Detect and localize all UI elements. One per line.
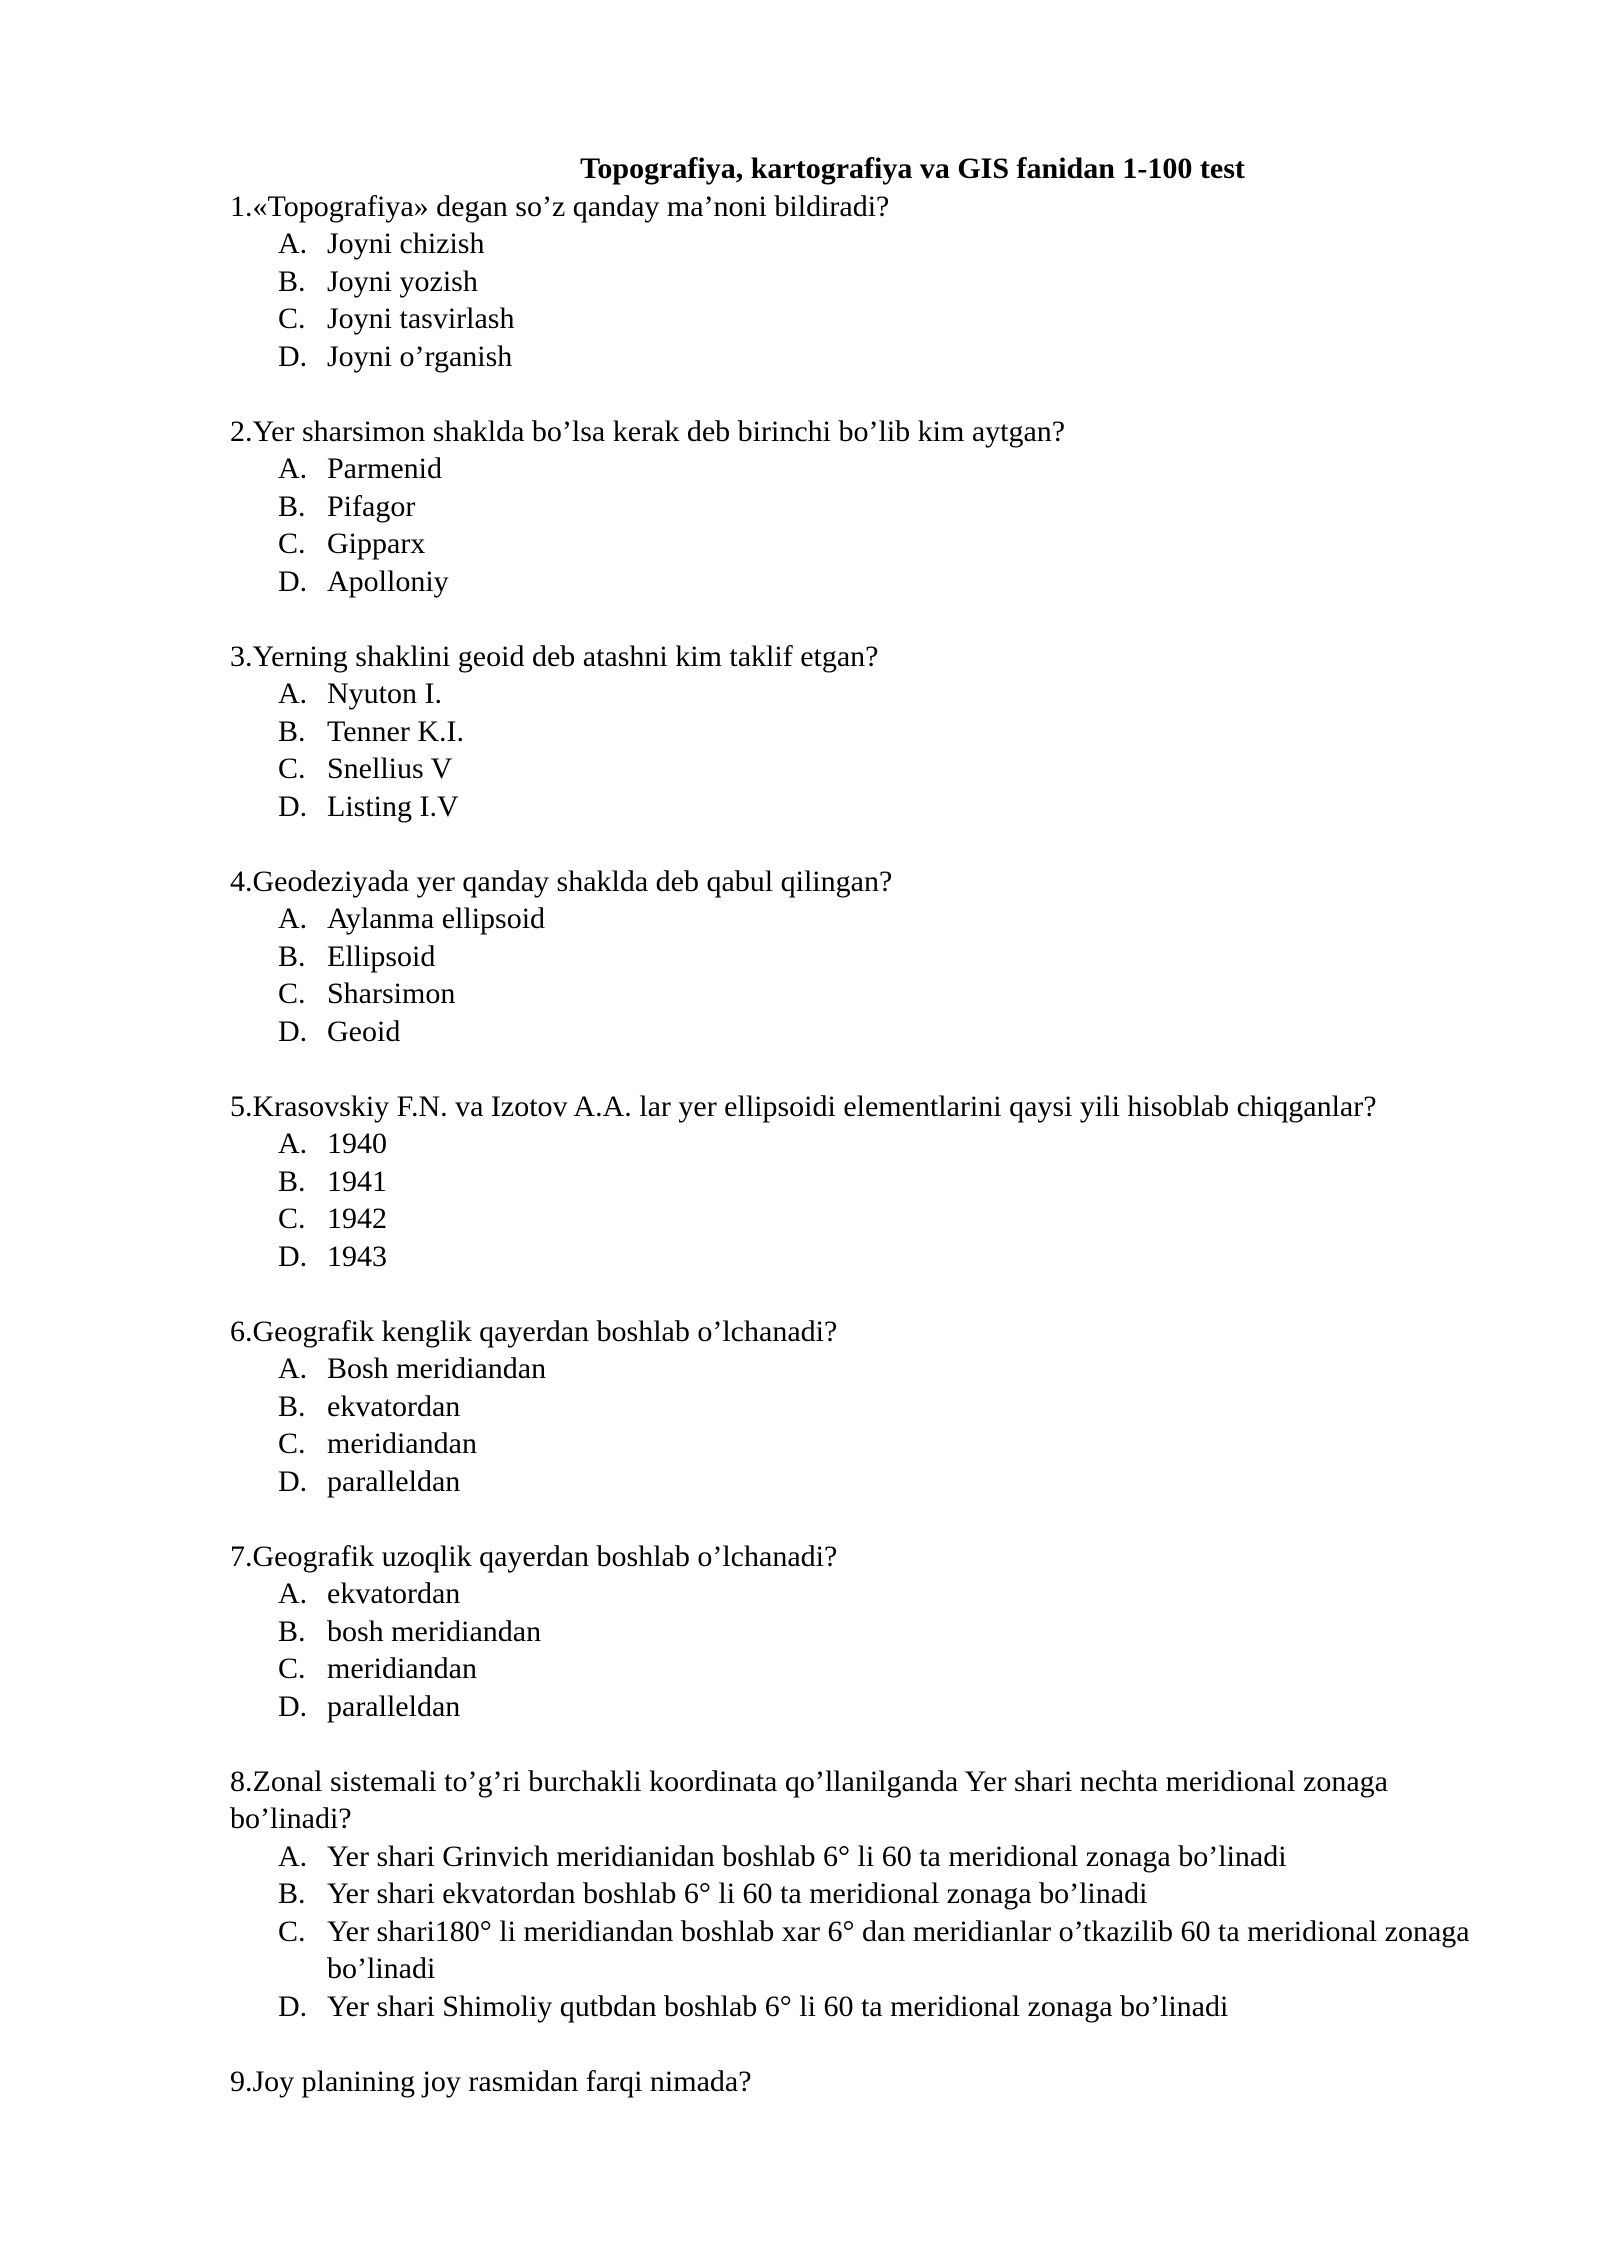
answer-options	[230, 1125, 1500, 1275]
answer-option	[230, 488, 1500, 526]
option-letter: A.	[278, 1127, 308, 1160]
option-letter: D.	[278, 564, 308, 598]
option-letter: D.	[278, 339, 308, 373]
answer-option	[230, 1163, 1500, 1201]
question-text: 5.Krasovskiy F.N. va Izotov A.A. lar yer ellipsoidi elementlarini qaysi yili hisoblab chiqganlar?	[230, 1089, 1377, 1123]
question-block	[230, 638, 1500, 826]
answer-option	[230, 1838, 1500, 1876]
answer-option	[230, 1988, 1500, 2026]
option-text: meridiandan	[327, 1652, 477, 1685]
option-text: 1942	[327, 1202, 387, 1235]
option-letter: A.	[278, 1352, 308, 1385]
option-text: Yer shari180° li meridiandan boshlab xar 6° dan meridianlar o’tkazilib 60 ta meridional zonaga bo’linadi	[327, 1914, 1470, 1985]
answer-option	[230, 1425, 1500, 1463]
option-text: Aylanma ellipsoid	[327, 902, 546, 935]
question-text: 3.Yerning shaklini geoid deb atashni kim taklif etgan?	[230, 639, 879, 673]
answer-options	[230, 450, 1500, 600]
option-text: Joyni chizish	[327, 227, 485, 260]
answer-option	[230, 300, 1500, 338]
document-page	[230, 150, 1500, 2138]
option-letter: C.	[278, 1202, 306, 1235]
option-text: Listing I.V	[327, 789, 459, 823]
option-text: meridiandan	[327, 1427, 477, 1460]
document-title: Topografiya, kartografiya va GIS fanidan 1-100 test	[580, 152, 1245, 185]
question-text: 9.Joy planining joy rasmidan farqi nimada?	[230, 2064, 752, 2098]
option-text: Ellipsoid	[327, 939, 436, 973]
option-letter: B.	[278, 1164, 306, 1198]
question-block	[230, 2063, 1500, 2101]
answer-options	[230, 900, 1500, 1050]
question-text: 4.Geodeziyada yer qanday shaklda deb qabul qilingan?	[230, 864, 893, 898]
option-letter: B.	[278, 714, 306, 748]
answer-option	[230, 450, 1500, 488]
option-letter: C.	[278, 1427, 306, 1460]
option-text: paralleldan	[327, 1464, 461, 1498]
option-text: ekvatordan	[327, 1577, 461, 1610]
option-text: Sharsimon	[327, 977, 456, 1010]
option-letter: B.	[278, 1389, 306, 1423]
option-text: 1941	[327, 1164, 387, 1198]
option-text: Tenner K.I.	[327, 714, 465, 748]
option-letter: C.	[278, 527, 306, 560]
answer-option	[230, 975, 1500, 1013]
question-block	[230, 1313, 1500, 1501]
answer-option	[230, 938, 1500, 976]
question-block	[230, 188, 1500, 376]
question-text: 1.«Topografiya» degan so’z qanday ma’noni bildiradi?	[230, 189, 890, 223]
option-text: Joyni tasvirlash	[327, 302, 515, 335]
answer-option	[230, 525, 1500, 563]
question-block	[230, 413, 1500, 601]
question-text: 7.Geografik uzoqlik qayerdan boshlab o’lchanadi?	[230, 1539, 838, 1573]
answer-option	[230, 675, 1500, 713]
answer-option	[230, 1613, 1500, 1651]
answer-option	[230, 1200, 1500, 1238]
option-letter: A.	[278, 1839, 308, 1873]
question-block	[230, 1763, 1500, 2026]
option-text: Yer shari Grinvich meridianidan boshlab 6° li 60 ta meridional zonaga bo’linadi	[327, 1839, 1287, 1873]
option-text: Pifagor	[327, 489, 416, 523]
answer-option	[230, 338, 1500, 376]
answer-option	[230, 1238, 1500, 1276]
answer-option	[230, 263, 1500, 301]
answer-options	[230, 1838, 1500, 2026]
option-text: Yer shari ekvatordan boshlab 6° li 60 ta meridional zonaga bo’linadi	[327, 1877, 1148, 1910]
option-text: Joyni yozish	[327, 264, 478, 298]
option-text: Gipparx	[327, 527, 426, 560]
question-block	[230, 1088, 1500, 1276]
answer-option	[230, 1125, 1500, 1163]
answer-options	[230, 1350, 1500, 1500]
option-letter: D.	[278, 1014, 308, 1048]
answer-option	[230, 1875, 1500, 1913]
question-block	[230, 1538, 1500, 1726]
option-letter: A.	[278, 452, 308, 485]
option-text: Yer shari Shimoliy qutbdan boshlab 6° li 60 ta meridional zonaga bo’linadi	[327, 1989, 1229, 2023]
option-text: bosh meridiandan	[327, 1614, 542, 1648]
answer-option	[230, 563, 1500, 601]
answer-option	[230, 1013, 1500, 1051]
answer-option	[230, 1688, 1500, 1726]
option-letter: D.	[278, 1989, 308, 2023]
option-letter: C.	[278, 1652, 306, 1685]
answer-option	[230, 900, 1500, 938]
option-letter: B.	[278, 264, 306, 298]
answer-option	[230, 225, 1500, 263]
answer-option	[230, 788, 1500, 826]
option-text: Joyni o’rganish	[327, 339, 513, 373]
answer-option	[230, 1650, 1500, 1688]
option-letter: A.	[278, 902, 308, 935]
answer-options	[230, 1575, 1500, 1725]
option-text: Bosh meridiandan	[327, 1352, 547, 1385]
option-letter: C.	[278, 977, 306, 1010]
option-text: Nyuton I.	[327, 677, 442, 710]
answer-options	[230, 225, 1500, 375]
option-letter: C.	[278, 1914, 306, 1948]
answer-option	[230, 713, 1500, 751]
answer-option	[230, 1350, 1500, 1388]
option-text: paralleldan	[327, 1689, 461, 1723]
option-letter: B.	[278, 939, 306, 973]
option-letter: A.	[278, 227, 308, 260]
option-text: 1943	[327, 1239, 387, 1273]
question-list	[230, 188, 1500, 2101]
option-letter: A.	[278, 1577, 308, 1610]
answer-option	[230, 1388, 1500, 1426]
option-letter: D.	[278, 1689, 308, 1723]
option-text: ekvatordan	[327, 1389, 461, 1423]
answer-options	[230, 675, 1500, 825]
option-letter: B.	[278, 1614, 306, 1648]
answer-option	[230, 1463, 1500, 1501]
question-text: 2.Yer sharsimon shaklda bo’lsa kerak deb birinchi bo’lib kim aytgan?	[230, 414, 1066, 448]
question-text: 6.Geografik kenglik qayerdan boshlab o’lchanadi?	[230, 1314, 838, 1348]
option-letter: D.	[278, 1239, 308, 1273]
answer-option	[230, 1575, 1500, 1613]
option-letter: A.	[278, 677, 308, 710]
option-letter: C.	[278, 752, 306, 785]
question-text: 8.Zonal sistemali to’g’ri burchakli koordinata qo’llanilganda Yer shari nechta meridional zonaga bo’linadi?	[230, 1764, 1388, 1835]
option-text: Geoid	[327, 1014, 401, 1048]
option-text: 1940	[327, 1127, 387, 1160]
option-letter: B.	[278, 1877, 306, 1910]
option-letter: B.	[278, 489, 306, 523]
option-text: Snellius V	[327, 752, 453, 785]
question-block	[230, 863, 1500, 1051]
option-letter: D.	[278, 789, 308, 823]
answer-option	[230, 1913, 1500, 1988]
answer-option	[230, 750, 1500, 788]
option-text: Parmenid	[327, 452, 442, 485]
option-letter: D.	[278, 1464, 308, 1498]
option-letter: C.	[278, 302, 306, 335]
option-text: Apolloniy	[327, 564, 449, 598]
